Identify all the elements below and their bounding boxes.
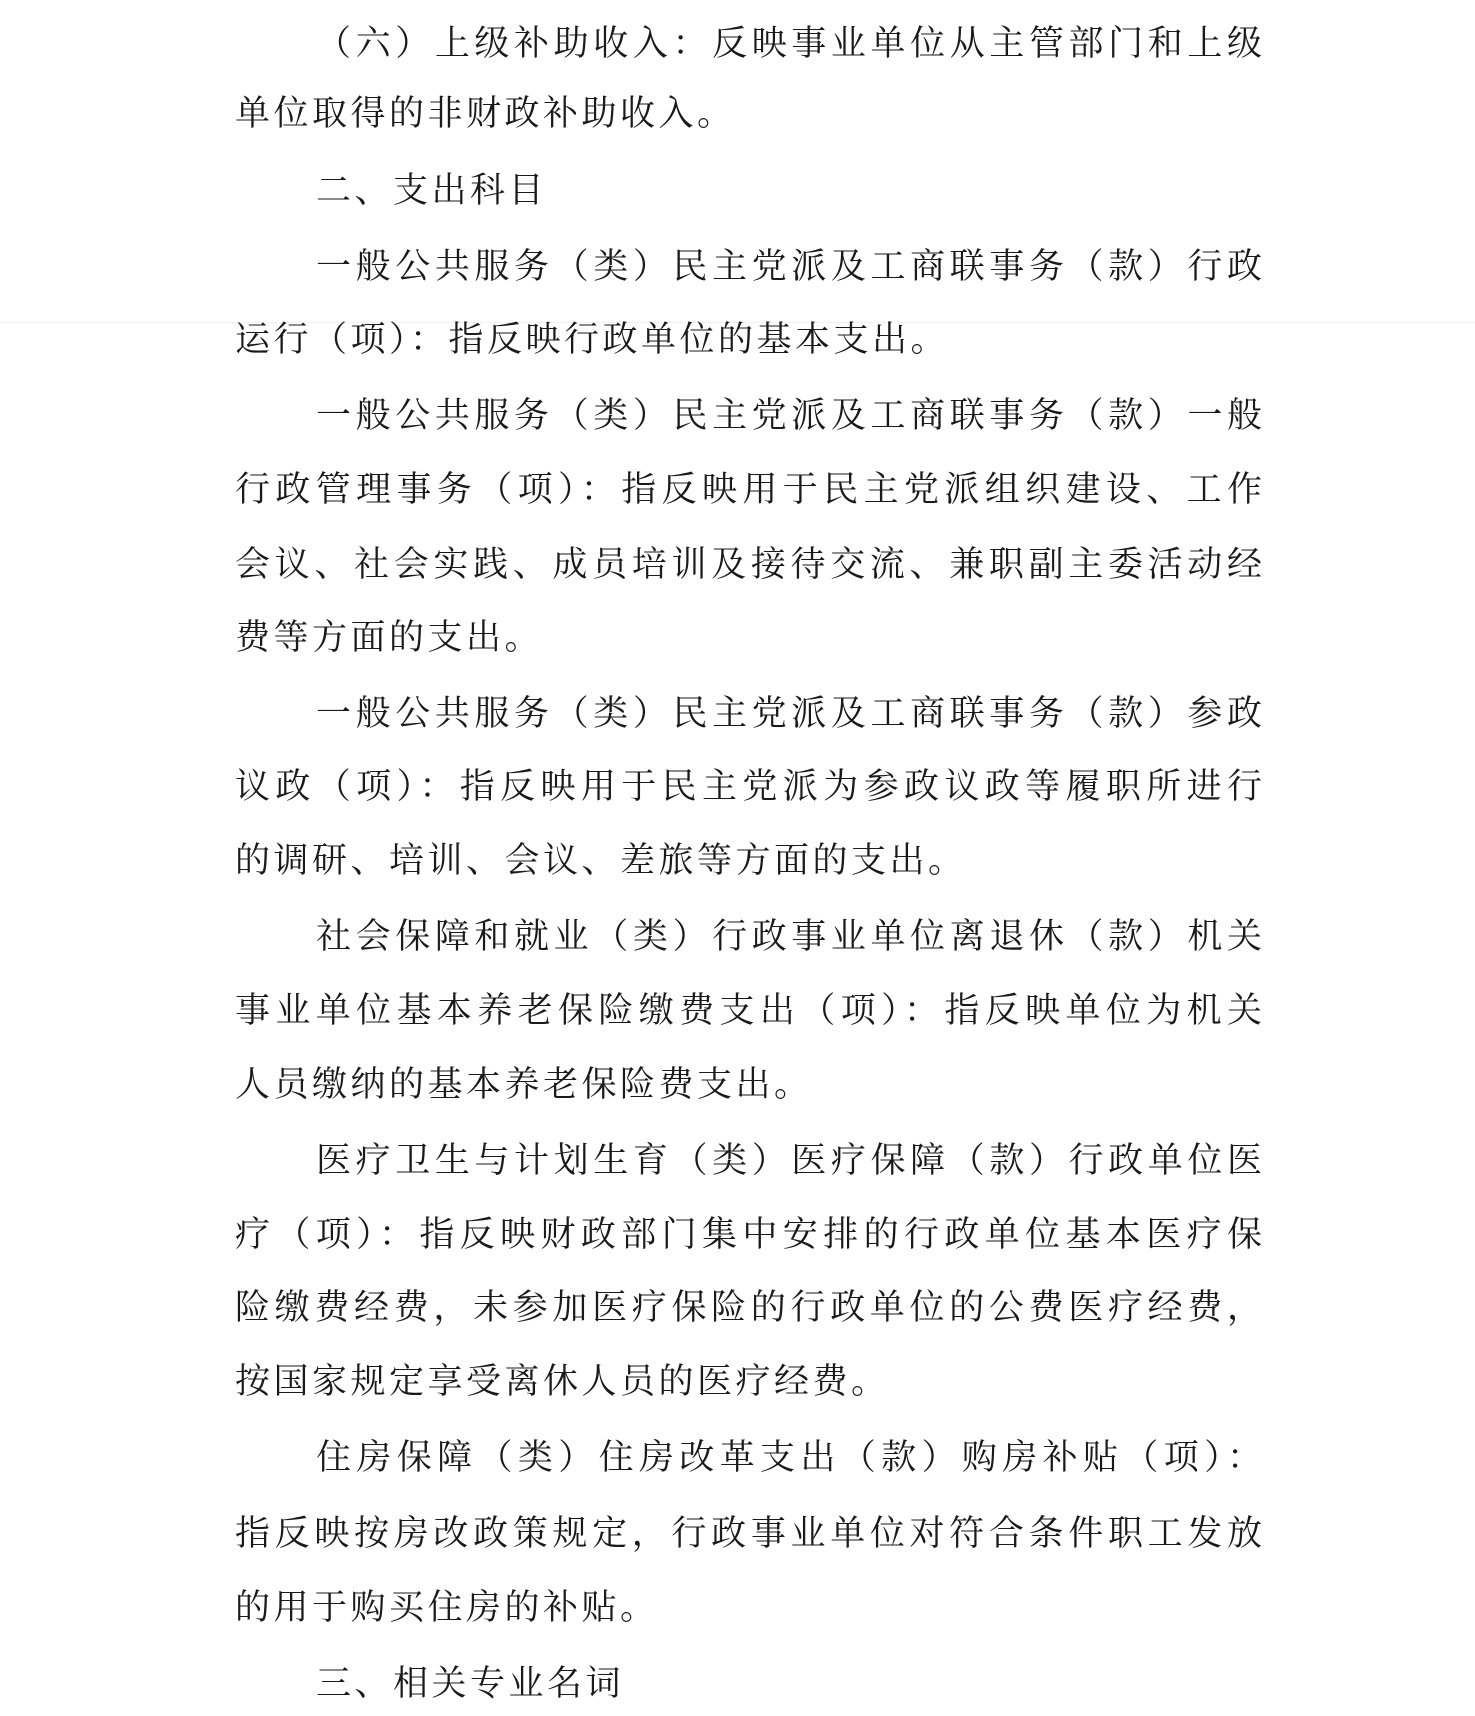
paragraph-line: 行政管理事务（项）：指反映用于民主党派组织建设、工作 bbox=[235, 470, 1262, 510]
paragraph-line: 单位取得的非财政补助收入。 bbox=[235, 94, 736, 134]
section-heading: 三、相关专业名词 bbox=[316, 1664, 625, 1704]
paragraph-line: 事业单位基本养老保险缴费支出（项）：指反映单位为机关 bbox=[235, 991, 1262, 1031]
paragraph-line: 运行（项）：指反映行政单位的基本支出。 bbox=[235, 320, 950, 360]
paragraph-line: 一般公共服务（类）民主党派及工商联事务（款）一般 bbox=[316, 396, 1262, 436]
paragraph-line: 议政（项）：指反映用于民主党派为参政议政等履职所进行 bbox=[235, 767, 1262, 807]
paragraph-line: 的用于购买住房的补贴。 bbox=[235, 1588, 659, 1628]
paragraph-line: 社会保障和就业（类）行政事业单位离退休（款）机关 bbox=[316, 917, 1262, 957]
paragraph-line: 住房保障（类）住房改革支出（款）购房补贴（项）： bbox=[316, 1438, 1262, 1478]
paragraph-line: 指反映按房改政策规定，行政事业单位对符合条件职工发放 bbox=[235, 1514, 1262, 1554]
section-heading: 二、支出科目 bbox=[316, 171, 548, 211]
paragraph-line: 费等方面的支出。 bbox=[235, 618, 544, 658]
paragraph-line: 一般公共服务（类）民主党派及工商联事务（款）行政 bbox=[316, 247, 1262, 287]
paragraph-line: 会议、社会实践、成员培训及接待交流、兼职副主委活动经 bbox=[235, 545, 1262, 585]
paragraph-line: 疗（项）：指反映财政部门集中安排的行政单位基本医疗保 bbox=[235, 1215, 1262, 1255]
paragraph-line: （六）上级补助收入：反映事业单位从主管部门和上级 bbox=[316, 24, 1262, 64]
paragraph-line: 险缴费经费，未参加医疗保险的行政单位的公费医疗经费， bbox=[235, 1288, 1262, 1328]
paragraph-line: 的调研、培训、会议、差旅等方面的支出。 bbox=[235, 841, 967, 881]
paragraph-line: 一般公共服务（类）民主党派及工商联事务（款）参政 bbox=[316, 694, 1262, 734]
paragraph-line: 人员缴纳的基本养老保险费支出。 bbox=[235, 1065, 813, 1105]
paragraph-line: 医疗卫生与计划生育（类）医疗保障（款）行政单位医 bbox=[316, 1141, 1262, 1181]
paragraph-line: 按国家规定享受离休人员的医疗经费。 bbox=[235, 1362, 890, 1402]
